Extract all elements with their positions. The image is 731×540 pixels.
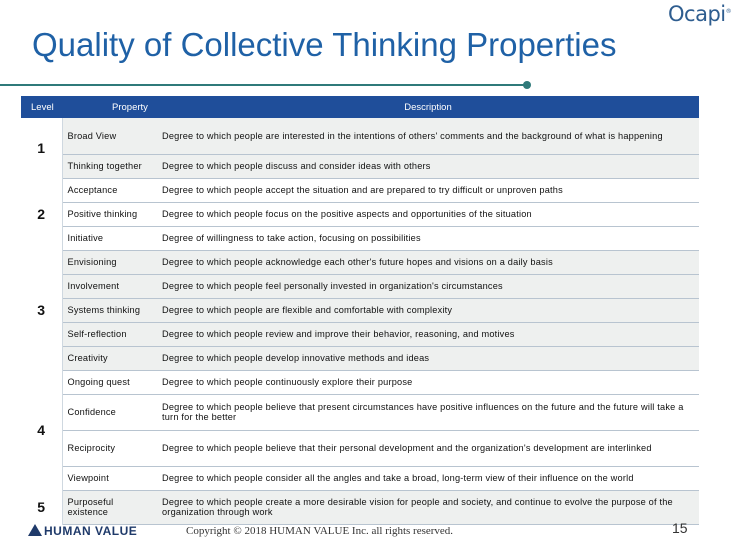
copyright-text: Copyright © 2018 HUMAN VALUE Inc. all rights reserved. <box>186 525 454 537</box>
property-cell: Ongoing quest <box>62 370 157 394</box>
description-cell: Degree to which people are interested in the intentions of others' comments and the background of what is happening <box>157 118 699 154</box>
table-row <box>21 322 699 346</box>
property-cell: Involvement <box>62 274 157 298</box>
property-cell: Purposeful existence <box>62 490 157 524</box>
table-row <box>21 394 699 430</box>
table-row <box>21 490 699 524</box>
table-row <box>21 346 699 370</box>
header-level: Level <box>21 96 62 118</box>
description-cell: Degree of willingness to take action, focusing on possibilities <box>157 226 699 250</box>
property-cell: Positive thinking <box>62 202 157 226</box>
table-row <box>21 430 699 466</box>
level-cell: 3 <box>21 250 62 370</box>
title-divider-dot <box>523 81 531 89</box>
human-value-logo: HUMAN VALUE <box>28 524 137 538</box>
description-cell: Degree to which people discuss and consider ideas with others <box>157 154 699 178</box>
table-row <box>21 250 699 274</box>
table-row <box>21 154 699 178</box>
description-cell: Degree to which people create a more desirable vision for people and society, and continue to evolve the purpose of the organization through work <box>157 490 699 524</box>
property-cell: Initiative <box>62 226 157 250</box>
table-row <box>21 226 699 250</box>
description-cell: Degree to which people consider all the angles and take a broad, long-term view of their influence on the world <box>157 466 699 490</box>
description-cell: Degree to which people focus on the positive aspects and opportunities of the situation <box>157 202 699 226</box>
page-number: 15 <box>672 520 688 536</box>
description-cell: Degree to which people believe that their personal development and the organization's development are interlinked <box>157 430 699 466</box>
level-cell: 1 <box>21 118 62 178</box>
page-title: Quality of Collective Thinking Properties <box>32 26 617 63</box>
description-cell: Degree to which people believe that present circumstances have positive influences on the future and the future will take a turn for the better <box>157 394 699 430</box>
property-cell: Reciprocity <box>62 430 157 466</box>
header-property: Property <box>62 96 157 118</box>
description-cell: Degree to which people feel personally invested in organization's circumstances <box>157 274 699 298</box>
property-cell: Self-reflection <box>62 322 157 346</box>
title-divider <box>0 84 526 86</box>
level-cell: 5 <box>21 490 62 524</box>
property-cell: Envisioning <box>62 250 157 274</box>
description-cell: Degree to which people acknowledge each other's future hopes and visions on a daily basis <box>157 250 699 274</box>
property-cell: Acceptance <box>62 178 157 202</box>
table-row <box>21 466 699 490</box>
property-cell: Broad View <box>62 118 157 154</box>
table-row <box>21 178 699 202</box>
table-row <box>21 298 699 322</box>
property-cell: Creativity <box>62 346 157 370</box>
property-cell: Viewpoint <box>62 466 157 490</box>
description-cell: Degree to which people are flexible and comfortable with complexity <box>157 298 699 322</box>
level-cell: 2 <box>21 178 62 250</box>
table-row <box>21 370 699 394</box>
table-row <box>21 118 699 154</box>
properties-table <box>21 96 699 525</box>
property-cell: Systems thinking <box>62 298 157 322</box>
description-cell: Degree to which people review and improve their behavior, reasoning, and motives <box>157 322 699 346</box>
property-cell: Confidence <box>62 394 157 430</box>
description-cell: Degree to which people continuously explore their purpose <box>157 370 699 394</box>
property-cell: Thinking together <box>62 154 157 178</box>
level-cell: 4 <box>21 370 62 490</box>
triangle-mark-icon <box>28 524 42 536</box>
table-row <box>21 274 699 298</box>
description-cell: Degree to which people develop innovative methods and ideas <box>157 346 699 370</box>
table-header-row <box>21 96 699 118</box>
ocapi-logo: Ocapi® <box>668 2 731 26</box>
description-cell: Degree to which people accept the situation and are prepared to try difficult or unproven paths <box>157 178 699 202</box>
header-description: Description <box>157 96 699 118</box>
table-row <box>21 202 699 226</box>
